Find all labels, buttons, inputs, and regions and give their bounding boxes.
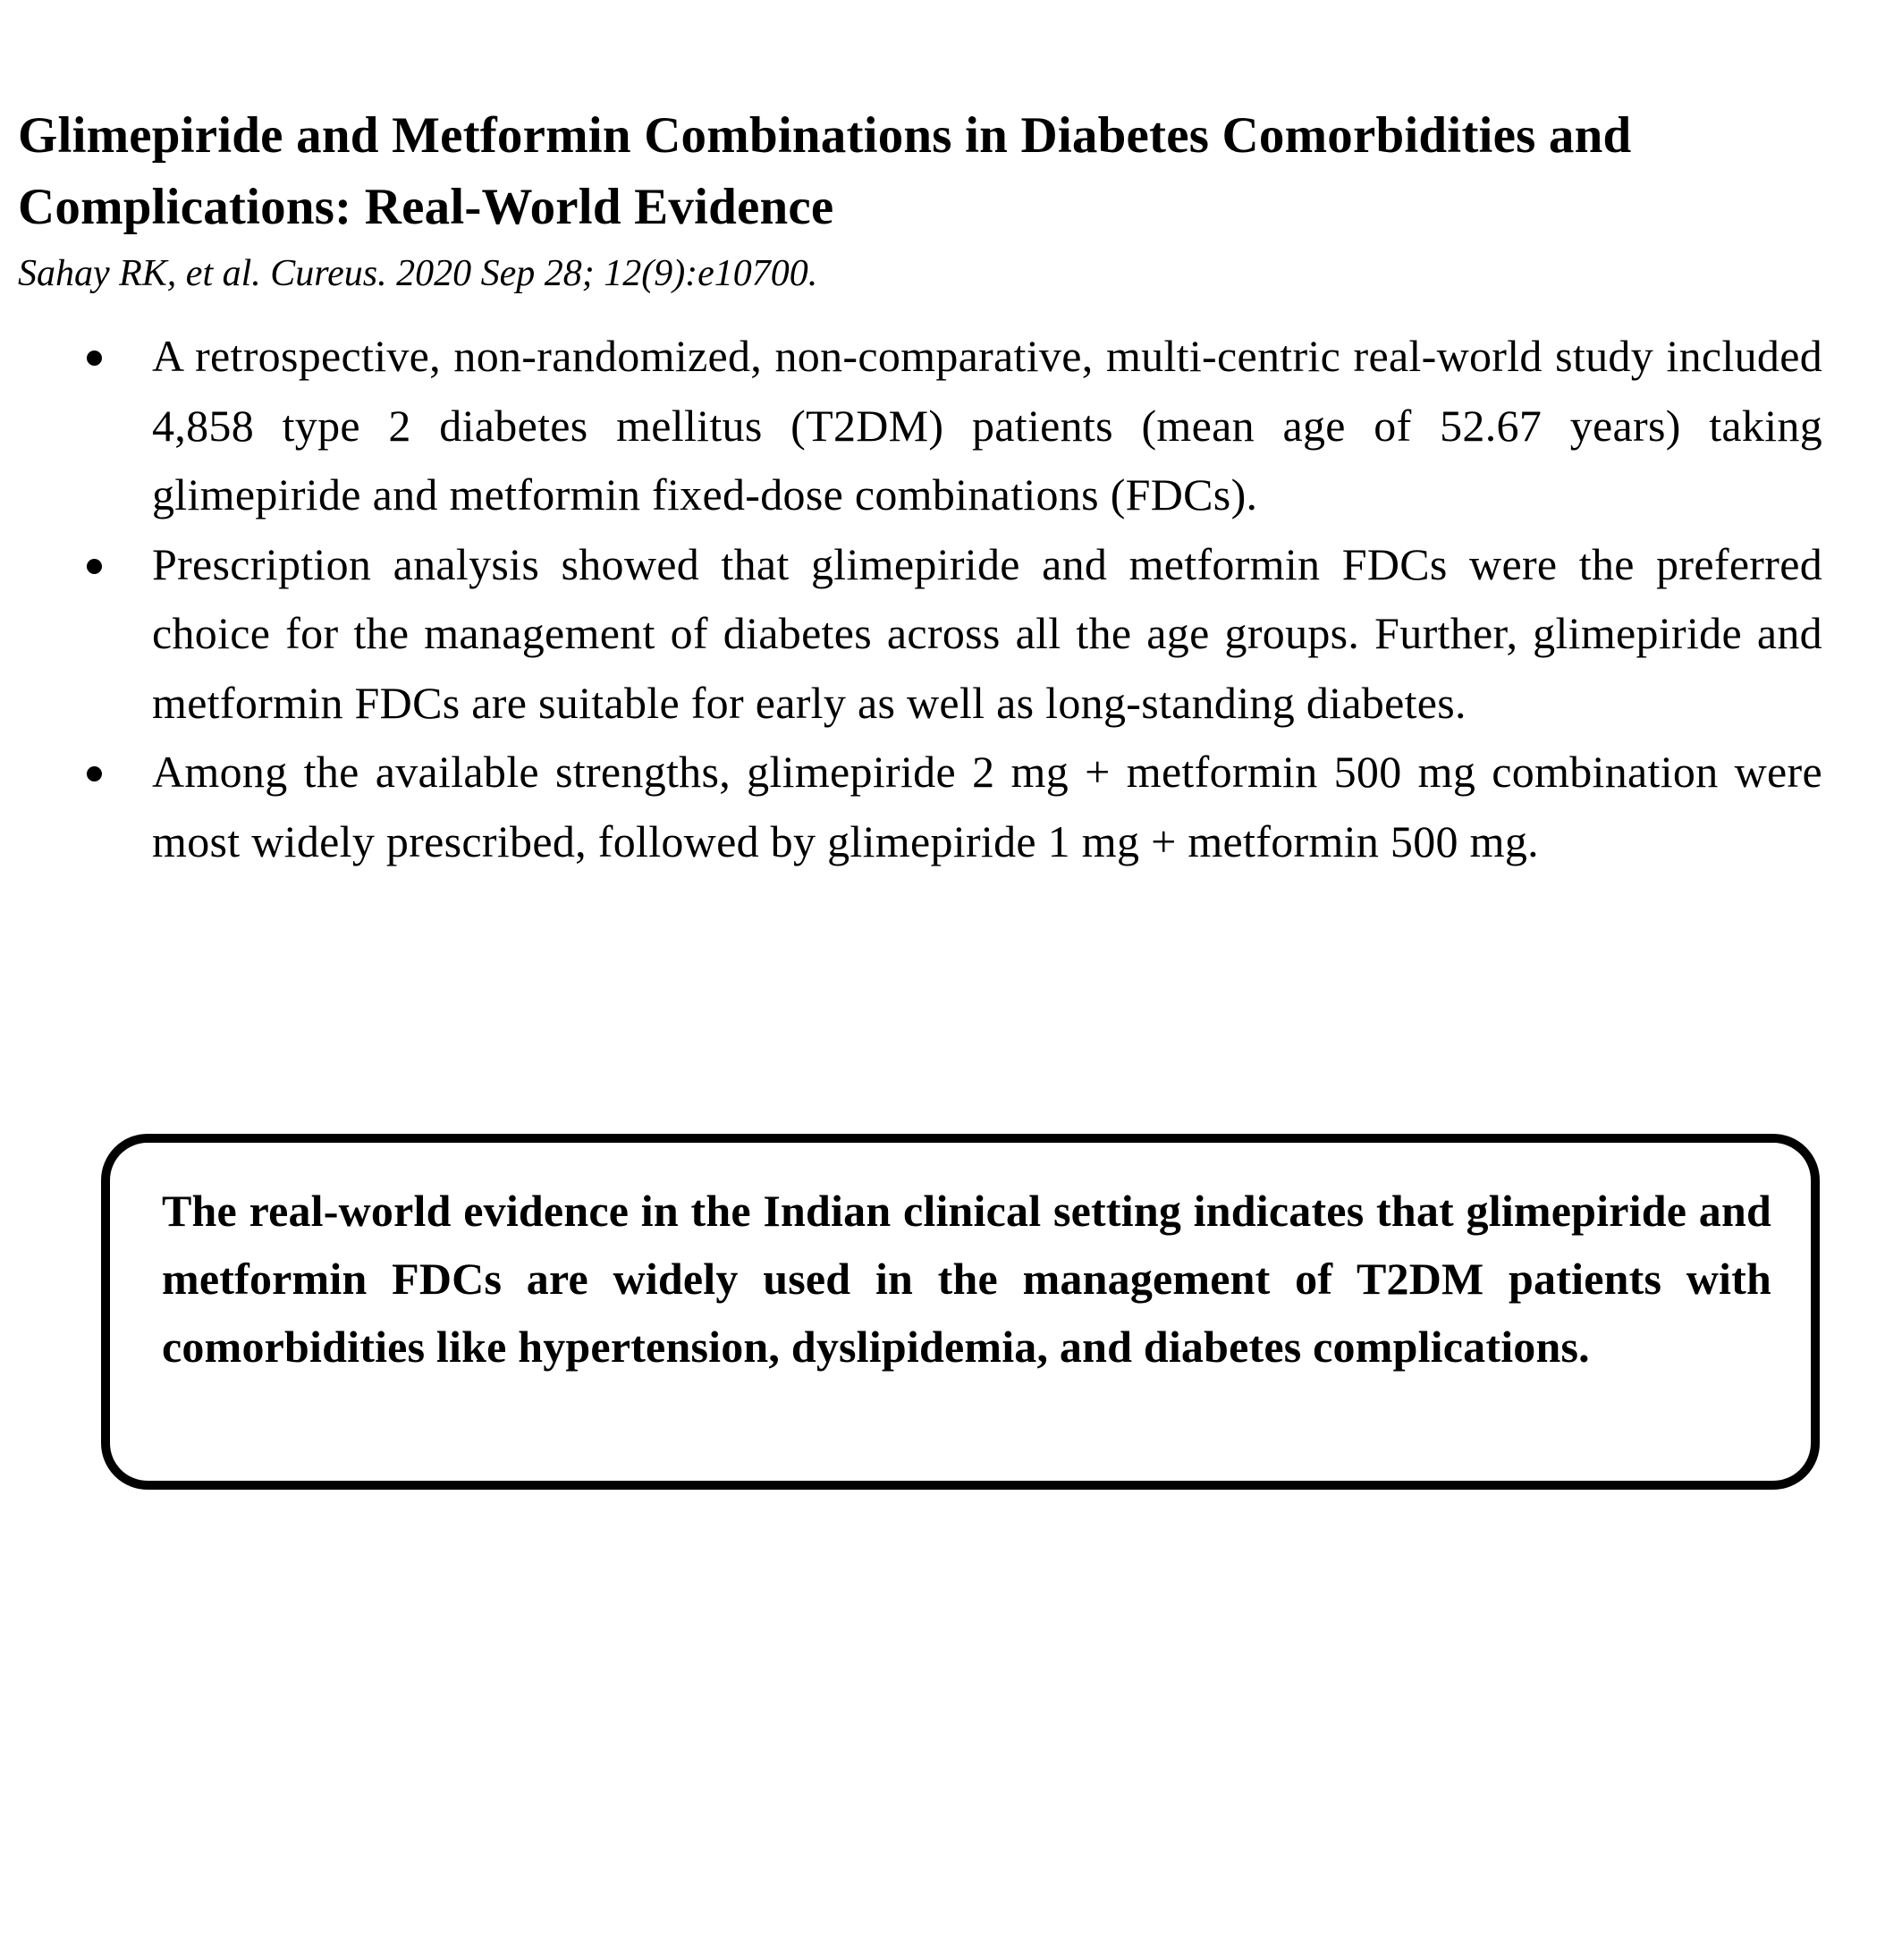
conclusion-callout-box [101,1134,1820,1490]
conclusion-text: The real-world evidence in the Indian clinical setting indicates that glimepiride and metformin FDCs are widely used in the management of T2DM patients with comorbidities like hypertension, dyslipidemia, and diabetes complications. [162,1186,1771,1372]
bullet-dot-icon [87,766,102,781]
list-item [0,530,1885,739]
bullet-dot-icon [87,351,102,366]
list-item [0,322,1885,530]
list-item-text: Among the available strengths, glimepiride 2 mg + metformin 500 mg combination were most widely prescribed, followed by glimepiride 1 mg + metformin 500 mg. [152,747,1822,866]
citation: Sahay RK, et al. Cureus. 2020 Sep 28; 12(9):e10700. [18,253,818,294]
list-item [0,738,1885,876]
document-title: Glimepiride and Metformin Combinations in Diabetes Comorbidities and Complications: Real-World Evidence [18,107,1632,235]
key-findings-list [0,322,1885,876]
bullet-dot-icon [87,559,102,574]
list-item-text: A retrospective, non-randomized, non-comparative, multi-centric real-world study included 4,858 type 2 diabetes mellitus (T2DM) patients (mean age of 52.67 years) taking glimepiride and metformin fixed-dose combinations (FDCs). [152,331,1822,520]
list-item-text: Prescription analysis showed that glimepiride and metformin FDCs were the preferred choice for the management of diabetes across all the age groups. Further, glimepiride and metformin FDCs are suitable for early as well as long-standing diabetes. [152,538,1822,728]
